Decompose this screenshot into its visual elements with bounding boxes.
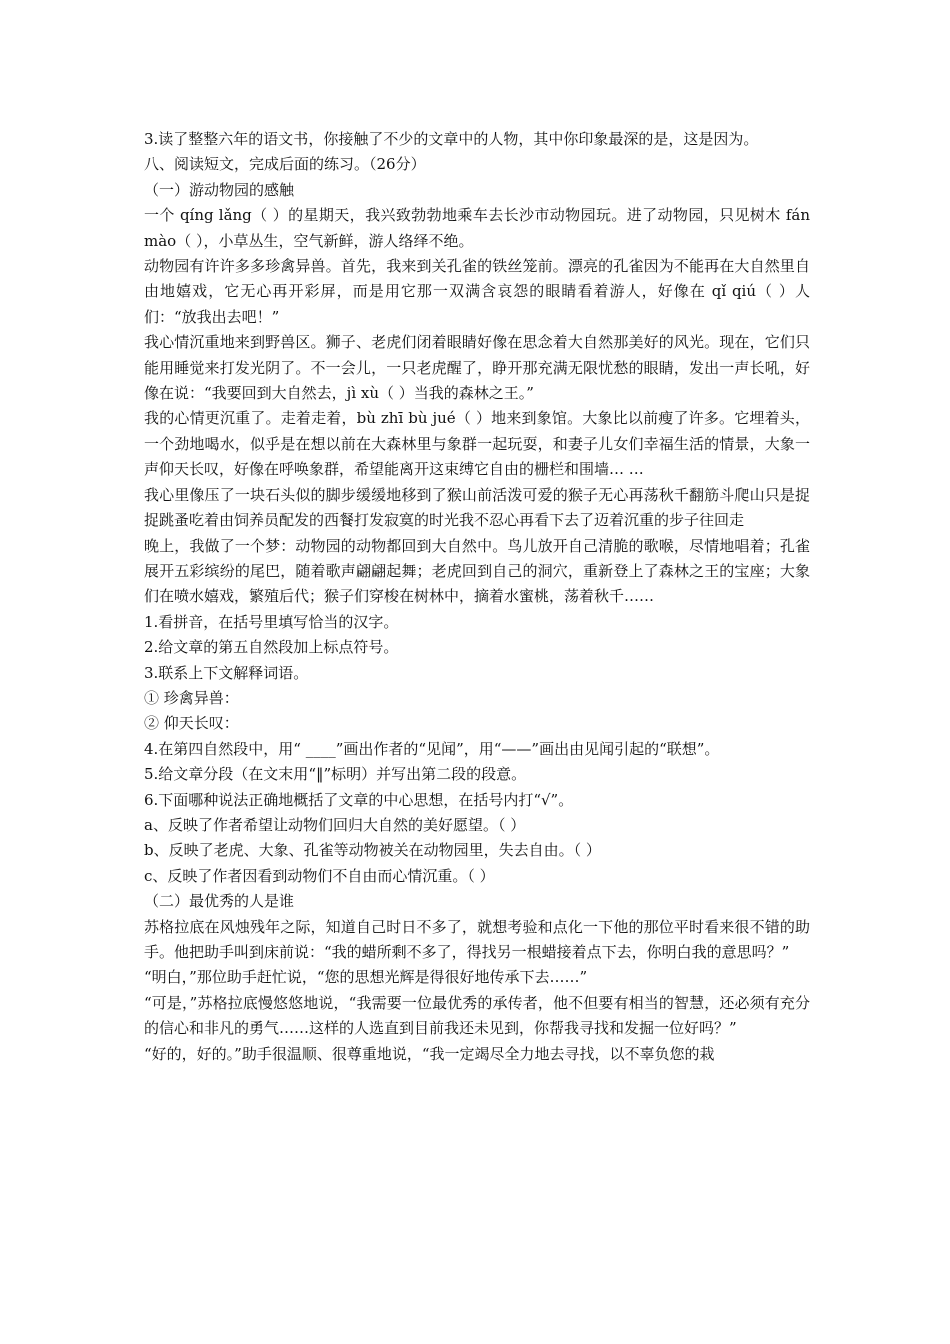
passage-1-paragraph-3: 我心情沉重地来到野兽区。狮子、老虎们闭着眼睛好像在思念着大自然那美好的风光。现在，它们只能用睡觉来打发光阴了。不一会儿，一只老虎醒了，睁开那充满无限忧愁的眼睛，发出一声长吼，好像在说：“我要回到大自然去，jì xù（ ）当我的森林之王。” <box>144 333 810 403</box>
passage-2-paragraph-3: “可是，”苏格拉底慢悠悠地说，“我需要一位最优秀的承传者，他不但要有相当的智慧，还必须有充分的信心和非凡的勇气……这样的人选直到目前我还未见到，你帮我寻找和发掘一位好吗？” <box>144 993 810 1038</box>
exercise-6: 6.下面哪种说法正确地概括了文章的中心思想，在括号内打“√”。 <box>144 790 574 809</box>
passage-1-title: （一）游动物园的感触 <box>144 180 295 199</box>
passage-1-paragraph-5: 我心里像压了一块石头似的脚步缓缓地移到了猴山前活泼可爱的猴子无心再荡秋千翻筋斗爬山只是捉捉跳蚤吃着由饲养员配发的西餐打发寂寞的时光我不忍心再看下去了迈着沉重的步子往回走 <box>144 485 810 530</box>
passage-2-paragraph-2: “明白，”那位助手赶忙说，“您的思想光辉是得很好地传承下去……” <box>144 968 588 987</box>
exercise-3: 3.联系上下文解释词语。 <box>144 663 309 682</box>
passage-2-paragraph-4: “好的，好的。”助手很温顺、很尊重地说，“我一定竭尽全力地去寻找，以不辜负您的栽 <box>144 1044 715 1063</box>
question-3-impression: 3.读了整整六年的语文书，你接触了不少的文章中的人物，其中你印象最深的是，这是因为。 <box>144 130 759 148</box>
passage-2-title: （二）最优秀的人是谁 <box>144 892 295 911</box>
exercise-6-option-c: c、反映了作者因看到动物们不自由而心情沉重。（ ） <box>144 866 495 885</box>
exercise-5: 5.给文章分段（在文末用“‖”标明）并写出第二段的段意。 <box>144 765 527 784</box>
exercise-2: 2.给文章的第五自然段加上标点符号。 <box>144 638 399 657</box>
passage-1-paragraph-2: 动物园有许许多多珍禽异兽。首先，我来到关孔雀的铁丝笼前。漂亮的孔雀因为不能再在大自然里自由地嬉戏，它无心再开彩屏，而是用它那一双满含哀怨的眼睛看着游人，好像在 qǐ qiú（ ）人们：“放我出去吧！” <box>144 257 810 326</box>
exercise-6-option-a: a、反映了作者希望让动物们回归大自然的美好愿望。（ ） <box>144 815 526 834</box>
exercise-1: 1.看拼音，在括号里填写恰当的汉字。 <box>144 612 399 631</box>
passage-1-paragraph-6: 晚上，我做了一个梦：动物园的动物都回到大自然中。鸟儿放开自己清脆的歌喉，尽情地唱着；孔雀展开五彩缤纷的尾巴，随着歌声翩翩起舞；老虎回到自己的洞穴，重新登上了森林之王的宝座；大象们在喷水嬉戏，繁殖后代；猴子们穿梭在树林中，摘着水蜜桃，荡着秋千…… <box>144 536 810 606</box>
exercise-4: 4.在第四自然段中，用“ ____”画出作者的“见闻”，用“——”画出由见闻引起的“联想”。 <box>144 739 720 758</box>
passage-1-paragraph-1: 一个 qíng lǎng（ ）的星期天，我兴致勃勃地乘车去长沙市动物园玩。进了动物园，只见树木 fán mào（ ），小草丛生，空气新鲜，游人络绎不绝。 <box>144 206 810 250</box>
exercise-3-item-1: ① 珍禽异兽： <box>144 688 239 707</box>
passage-1-paragraph-4: 我的心情更沉重了。走着走着，bù zhī bù jué（ ）地来到象馆。大象比以前瘦了许多。它埋着头，一个劲地喝水，似乎是在想以前在大森林里与象群一起玩耍，和妻子儿女们幸福生活的情景，大象一声仰天长叹，好像在呼唤象群，希望能离开这束缚它自由的栅栏和围墙… … <box>144 409 810 479</box>
exercise-3-item-2: ② 仰天长叹： <box>144 714 239 733</box>
exercise-6-option-b: b、反映了老虎、大象、孔雀等动物被关在动物园里，失去自由。（ ） <box>144 841 601 860</box>
passage-2-paragraph-1: 苏格拉底在风烛残年之际，知道自己时日不多了，就想考验和点化一下他的那位平时看来很不错的助手。他把助手叫到床前说：“我的蜡所剩不多了，得找另一根蜡接着点下去，你明白我的意思吗？” <box>144 917 810 961</box>
section-8-heading: 八、阅读短文，完成后面的练习。（26分） <box>144 155 426 174</box>
